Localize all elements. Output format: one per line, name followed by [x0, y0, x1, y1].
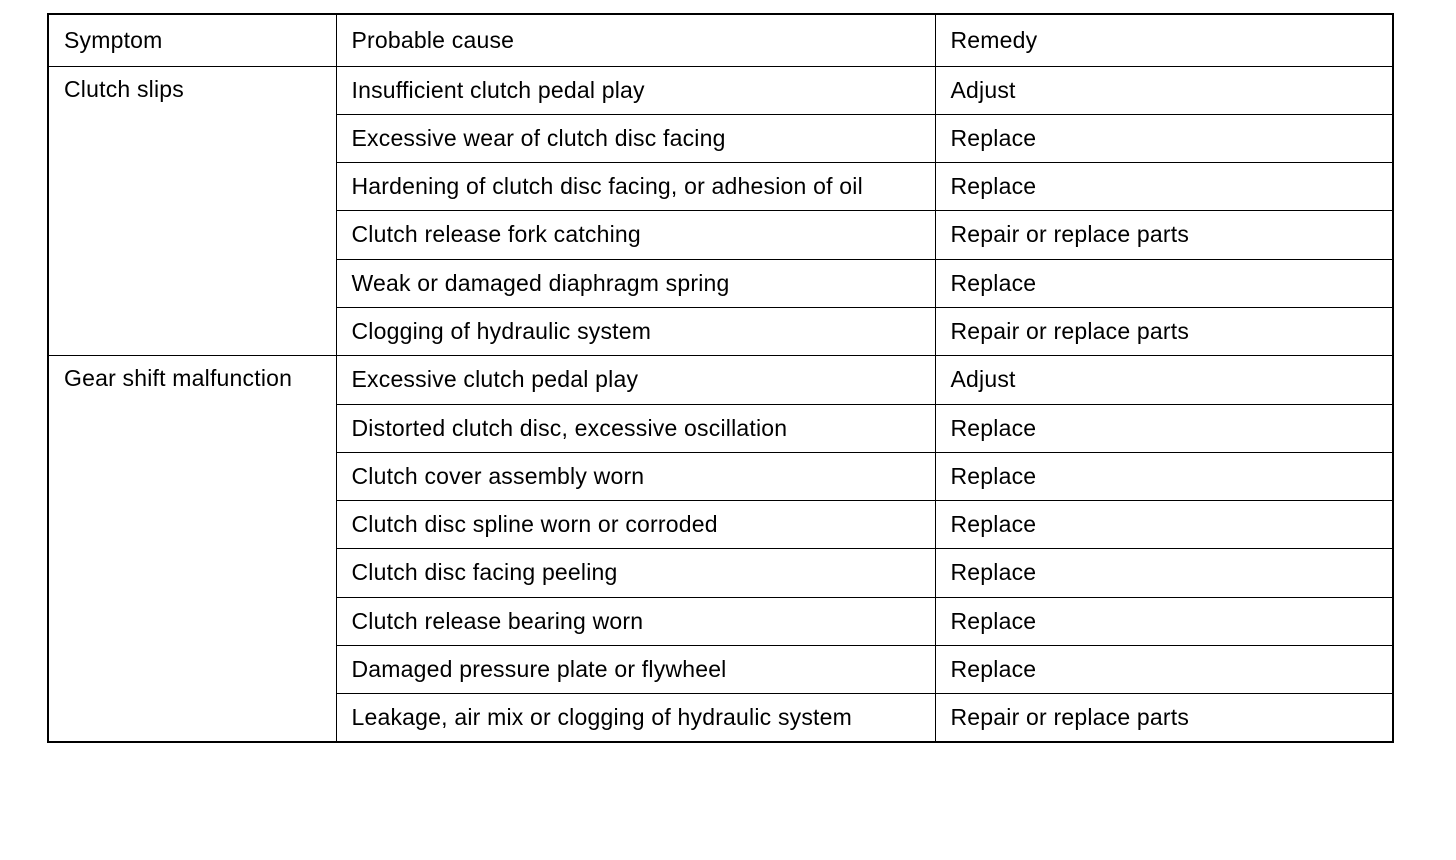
- probable-cause-cell: Insufficient clutch pedal play: [336, 66, 935, 114]
- symptom-cell: Gear shift malfunction: [48, 356, 336, 742]
- remedy-cell: Adjust: [935, 356, 1393, 404]
- probable-cause-cell: Weak or damaged diaphragm spring: [336, 259, 935, 307]
- header-symptom: Symptom: [48, 14, 336, 66]
- probable-cause-cell: Clutch release fork catching: [336, 211, 935, 259]
- remedy-cell: Replace: [935, 549, 1393, 597]
- probable-cause-cell: Clogging of hydraulic system: [336, 307, 935, 355]
- probable-cause-cell: Hardening of clutch disc facing, or adhesion of oil: [336, 163, 935, 211]
- probable-cause-cell: Damaged pressure plate or flywheel: [336, 646, 935, 694]
- probable-cause-cell: Distorted clutch disc, excessive oscillation: [336, 404, 935, 452]
- remedy-cell: Replace: [935, 163, 1393, 211]
- remedy-cell: Replace: [935, 501, 1393, 549]
- header-probable-cause: Probable cause: [336, 14, 935, 66]
- remedy-cell: Adjust: [935, 66, 1393, 114]
- remedy-cell: Replace: [935, 404, 1393, 452]
- header-remedy: Remedy: [935, 14, 1393, 66]
- probable-cause-cell: Clutch release bearing worn: [336, 597, 935, 645]
- probable-cause-cell: Clutch disc facing peeling: [336, 549, 935, 597]
- remedy-cell: Replace: [935, 114, 1393, 162]
- table-header: [48, 14, 1393, 66]
- probable-cause-cell: Excessive wear of clutch disc facing: [336, 114, 935, 162]
- remedy-cell: Replace: [935, 646, 1393, 694]
- probable-cause-cell: Clutch cover assembly worn: [336, 452, 935, 500]
- symptom-cell: Clutch slips: [48, 66, 336, 356]
- remedy-cell: Replace: [935, 597, 1393, 645]
- table-row: [48, 356, 1393, 404]
- troubleshooting-table: [47, 13, 1394, 743]
- remedy-cell: Repair or replace parts: [935, 694, 1393, 742]
- probable-cause-cell: Excessive clutch pedal play: [336, 356, 935, 404]
- remedy-cell: Repair or replace parts: [935, 307, 1393, 355]
- remedy-cell: Replace: [935, 452, 1393, 500]
- probable-cause-cell: Clutch disc spline worn or corroded: [336, 501, 935, 549]
- table-row: [48, 66, 1393, 114]
- remedy-cell: Replace: [935, 259, 1393, 307]
- header-row: [48, 14, 1393, 66]
- table-body: [48, 66, 1393, 742]
- probable-cause-cell: Leakage, air mix or clogging of hydraulic system: [336, 694, 935, 742]
- remedy-cell: Repair or replace parts: [935, 211, 1393, 259]
